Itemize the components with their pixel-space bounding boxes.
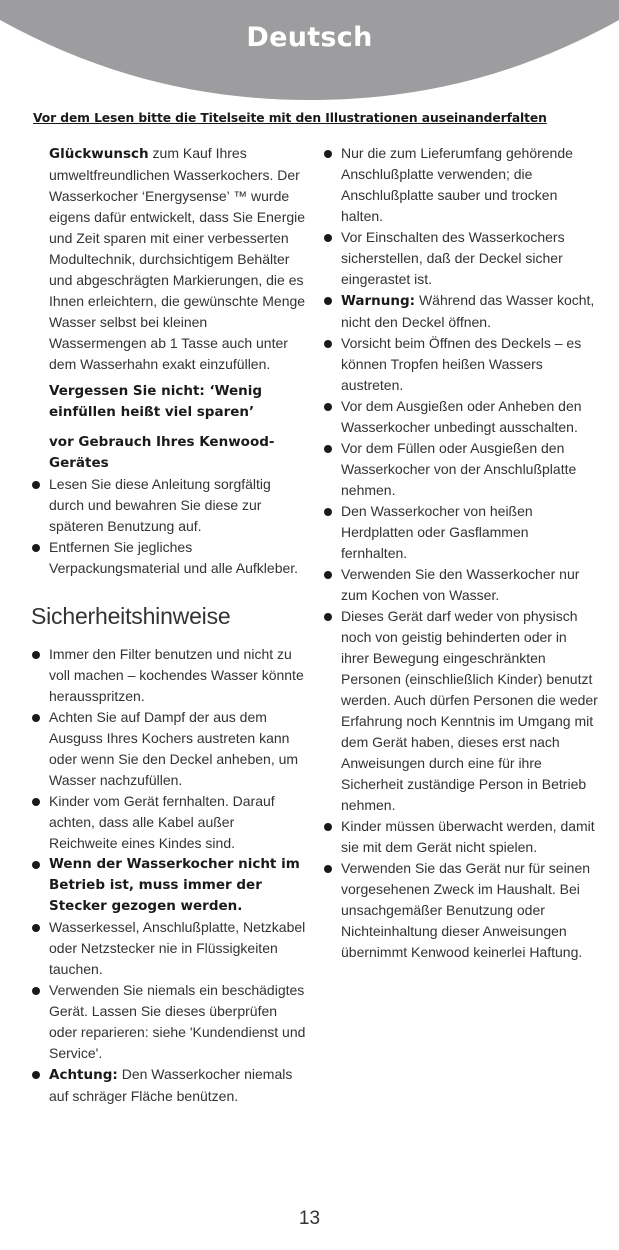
intro-lead: Glückwunsch [49, 146, 149, 162]
list-item: Verwenden Sie den Wasserkocher nur zum Kochen von Wasser. [323, 564, 598, 606]
list-item: Lesen Sie diese Anleitung sorgfältig durch und bewahren Sie diese zur späteren Benutzung auf. [31, 474, 306, 537]
safety-list-right [323, 143, 598, 963]
achtung-item: Achtung: Den Wasserkocher niemals auf schräger Fläche benützen. [31, 1064, 306, 1107]
bullet-icon [32, 651, 40, 659]
bullet-icon [32, 798, 40, 806]
bullet-icon [32, 714, 40, 722]
safety-list-left [31, 644, 306, 1107]
before-use-heading: vor Gebrauch Ihres Kenwood-Gerätes [49, 434, 275, 471]
list-item: Kinder vom Gerät fernhalten. Darauf achten, dass alle Kabel außer Reichweite eines Kindes sind. [31, 791, 306, 854]
bullet-icon [324, 571, 332, 579]
list-item: Kinder müssen überwacht werden, damit sie mit dem Gerät nicht spielen. [323, 816, 598, 858]
bullet-icon [32, 861, 40, 869]
warnung-item: Warnung: Während das Wasser kocht, nicht den Deckel öffnen. [323, 290, 598, 333]
left-column [31, 143, 306, 1107]
list-item: Verwenden Sie das Gerät nur für seinen vorgesehenen Zweck im Haushalt. Bei unsachgemäßer Benutzung oder Nichteinhaltung dieser Anweisungen übernimmt Kenwood keinerlei Haftung. [323, 858, 598, 963]
bullet-icon [324, 340, 332, 348]
language-header-banner [0, 0, 619, 105]
bullet-icon [324, 403, 332, 411]
bullet-icon [32, 987, 40, 995]
intro-text: zum Kauf Ihres umweltfreundlichen Wasserkochers. Der Wasserkocher ‘Energysense’ ™ wurde eigens dafür entwickelt, dass Sie Energie und Zeit sparen mit einer verbesserten Modultechnik, durchsichtigem Behälter und abgeschrägten Markierungen, die es Ihnen erleichtern, die gewünschte Menge Wasser selbst bei kleinen Wassermengen ab 1 Tasse auch unter dem Wasserhahn exakt einzufüllen. [49, 145, 306, 372]
unplug-warning-item: Wenn der Wasserkocher nicht im Betrieb ist, muss immer der Stecker gezogen werden. [31, 854, 306, 917]
bullet-icon [32, 481, 40, 489]
list-item: Achten Sie auf Dampf der aus dem Ausguss Ihres Kochers austreten kann oder wenn Sie den Deckel anheben, um Wasser nachzufüllen. [31, 707, 306, 791]
intro-paragraph [31, 143, 306, 375]
list-item: Entfernen Sie jegliches Verpackungsmaterial und alle Aufkleber. [31, 537, 306, 579]
page-number: 13 [298, 1208, 321, 1229]
list-item: Dieses Gerät darf weder von physisch noch von geistig behinderten oder in ihrer Bewegung eingeschränkten Personen (einschließlich Kinder) benutzt werden. Auch dürfen Personen die weder Erfahrung noch Kenntnis im Umgang mit dem Gerät haben, dieses erst nach Anweisungen durch eine für ihre Sicherheit zuständige Person in Betrieb nehmen. [323, 606, 598, 816]
bullet-icon [324, 445, 332, 453]
bullet-icon [32, 1071, 40, 1079]
right-column [323, 143, 598, 963]
language-title: Deutsch [246, 22, 373, 53]
bullet-icon [324, 234, 332, 242]
list-item: Verwenden Sie niemals ein beschädigtes Gerät. Lassen Sie dieses überprüfen oder reparieren: siehe 'Kundendienst und Service'. [31, 980, 306, 1064]
safety-section-title: Sicherheitshinweise [31, 603, 231, 629]
bullet-icon [324, 150, 332, 158]
bullet-icon [324, 865, 332, 873]
list-item: Immer den Filter benutzen und nicht zu voll machen – kochendes Wasser könnte herausspritzen. [31, 644, 306, 707]
list-item: Vor dem Ausgießen oder Anheben den Wasserkocher unbedingt ausschalten. [323, 396, 598, 438]
bullet-icon [324, 823, 332, 831]
list-item: Vorsicht beim Öffnen des Deckels – es können Tropfen heißen Wassers austreten. [323, 333, 598, 396]
list-item: Den Wasserkocher von heißen Herdplatten oder Gasflammen fernhalten. [323, 501, 598, 564]
list-item: Wasserkessel, Anschlußplatte, Netzkabel oder Netzstecker nie in Flüssigkeiten tauchen. [31, 917, 306, 980]
bullet-icon [324, 297, 332, 305]
bullet-icon [324, 508, 332, 516]
fold-out-instruction: Vor dem Lesen bitte die Titelseite mit den Illustrationen auseinanderfalten [33, 111, 547, 125]
slogan-heading: Vergessen Sie nicht: ‘Wenig einfüllen heißt viel sparen’ [49, 383, 263, 420]
bullet-icon [324, 613, 332, 621]
list-item: Vor dem Füllen oder Ausgießen den Wasserkocher von der Anschlußplatte nehmen. [323, 438, 598, 501]
bullet-icon [32, 924, 40, 932]
list-item: Vor Einschalten des Wasserkochers sicherstellen, daß der Deckel sicher eingerastet ist. [323, 227, 598, 290]
bullet-icon [32, 544, 40, 552]
list-item: Nur die zum Lieferumfang gehörende Anschlußplatte verwenden; die Anschlußplatte sauber und trocken halten. [323, 143, 598, 227]
before-use-list [31, 474, 306, 579]
